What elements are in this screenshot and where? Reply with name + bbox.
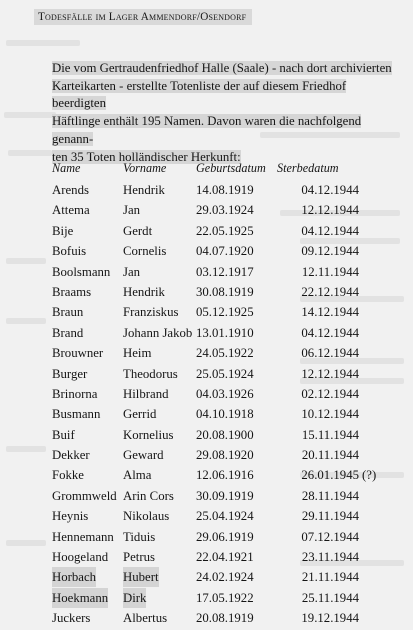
cell-first-name: Albertus [123,611,168,626]
table-row [52,588,392,608]
cell-death-date: 14.12.1944 [301,305,359,320]
cell-first-name: Hendrik [123,183,165,197]
cell-first-name: Dirk [123,588,146,608]
table-row [52,465,392,485]
cell-first-name: Arin Cors [123,488,174,503]
cell-first-name: Franziskus [123,305,179,320]
page-title: Todesfälle im Lager Ammendorf/Osendorf [34,9,252,25]
cell-first-name: Petrus [123,550,155,565]
cell-first-name: Geward [123,448,164,463]
intro-line-1: Die vom Gertraudenfriedhof Halle (Saale) - nach dort archivierten [52,61,392,75]
cell-name: Brand [52,325,84,340]
cell-birth-date: 22.05.1925 [196,223,254,238]
cell-death-date: 26.01.1945 [301,468,359,483]
cell-birth-date: 14.08.1919 [196,183,254,197]
table-row [52,486,392,506]
cell-death-date: 29.11.1944 [301,509,359,524]
cell-first-name: Alma [123,468,152,483]
table-row [52,506,392,526]
cell-birth-date: 30.09.1919 [196,488,254,503]
cell-death-date: 06.12.1944 [301,346,359,361]
cell-birth-date: 17.05.1922 [196,590,254,605]
column-header-first-name: Vorname [123,161,167,175]
cell-first-name: Hendrik [123,284,165,299]
cell-name: Horbach [52,567,96,587]
cell-birth-date: 12.06.1916 [196,468,254,483]
table-header [52,161,392,177]
intro-line-3: Häftlinge enthält 195 Namen. Davon waren die nachfolgend genann- [52,114,362,146]
cell-death-date: 10.12.1944 [301,407,359,422]
cell-birth-date: 04.07.1920 [196,244,254,259]
cell-birth-date: 24.02.1924 [196,570,254,585]
cell-name: Hoekmann [52,588,108,608]
cell-death-date: 07.12.1944 [301,529,359,544]
table-row [52,547,392,567]
cell-first-name: Jan [123,203,141,218]
cell-death-date: 04.12.1944 [301,183,359,197]
death-records-table [52,180,392,629]
cell-death-date: 20.11.1944 [301,448,359,463]
cell-name: Heynis [52,509,89,524]
table-row [52,425,392,445]
cell-death-date: 12.11.1944 [301,264,359,279]
table-row [52,404,392,424]
cell-name: Bofuis [52,244,87,259]
cell-death-date: 04.12.1944 [301,223,359,238]
cell-name: Juckers [52,611,91,626]
cell-name: Dekker [52,448,90,463]
table-row [52,302,392,322]
cell-first-name: Theodorus [123,366,178,381]
cell-name: Burger [52,366,88,381]
cell-birth-date: 22.04.1921 [196,550,254,565]
table-row [52,262,392,282]
table-row [52,445,392,465]
cell-death-date: 12.12.1944 [301,203,359,218]
cell-first-name: Hilbrand [123,386,169,401]
table-row [52,384,392,404]
cell-name: Braun [52,305,84,320]
cell-name: Hennemann [52,529,114,544]
cell-death-date: 02.12.1944 [301,386,359,401]
cell-name: Brinorna [52,386,98,401]
cell-birth-date: 25.05.1924 [196,366,254,381]
cell-birth-date: 29.08.1920 [196,448,254,463]
cell-death-date: 04.12.1944 [301,325,359,340]
cell-birth-date: 30.08.1919 [196,284,254,299]
cell-birth-date: 24.05.1922 [196,346,254,361]
cell-death-date: 15.11.1944 [301,427,359,442]
cell-death-date: 22.12.1944 [301,284,359,299]
cell-name: Bije [52,223,74,238]
cell-first-name: Nikolaus [123,509,170,524]
cell-death-date: 25.11.1944 [301,590,359,605]
table-row [52,608,392,628]
cell-name: Braams [52,284,92,299]
cell-name: Attema [52,203,90,218]
column-header-name: Name [52,161,81,175]
table-row [52,343,392,363]
cell-first-name: Kornelius [123,427,174,442]
cell-name: Buif [52,427,75,442]
table-row [52,200,392,220]
table-row [52,567,392,587]
cell-birth-date: 25.04.1924 [196,509,254,524]
cell-first-name: Gerrid [123,407,157,422]
cell-birth-date: 20.08.1900 [196,427,254,442]
cell-note: (?) [362,468,377,483]
intro-line-4: ten 35 Toten holländischer Herkunft: [52,149,241,164]
cell-birth-date: 04.10.1918 [196,407,254,422]
cell-death-date: 09.12.1944 [301,244,359,259]
cell-name: Grommweld [52,488,117,503]
cell-name: Brouwner [52,346,104,361]
cell-death-date: 23.11.1944 [301,550,359,565]
table-row [52,323,392,343]
cell-first-name: Hubert [123,567,159,587]
cell-birth-date: 13.01.1910 [196,325,254,340]
cell-name: Busmann [52,407,101,422]
cell-first-name: Jan [123,264,141,279]
intro-paragraph [52,60,392,166]
cell-birth-date: 29.06.1919 [196,529,254,544]
cell-birth-date: 05.12.1925 [196,305,254,320]
cell-death-date: 28.11.1944 [301,488,359,503]
cell-death-date: 19.12.1944 [301,611,359,626]
cell-first-name: Johann Jakob [123,325,193,340]
cell-birth-date: 29.03.1924 [196,203,254,218]
table-row [52,180,392,200]
cell-first-name: Gerdt [123,223,153,238]
table-row [52,282,392,302]
table-row [52,241,392,261]
cell-name: Arends [52,183,89,197]
table-row [52,527,392,547]
column-header-death-date: Sterbedatum [277,161,339,175]
cell-first-name: Heim [123,346,152,361]
cell-name: Hoogeland [52,550,109,565]
intro-line-2: Karteikarten - erstellte Totenliste der auf diesem Friedhof beerdigten [52,78,347,111]
cell-death-date: 21.11.1944 [301,570,359,585]
cell-name: Fokke [52,468,84,483]
cell-death-date: 12.12.1944 [301,366,359,381]
cell-name: Boolsmann [52,264,111,279]
cell-first-name: Cornelis [123,244,167,259]
cell-birth-date: 20.08.1919 [196,611,254,626]
column-header-birth-date: Geburtsdatum [196,161,266,175]
table-row [52,221,392,241]
cell-birth-date: 04.03.1926 [196,386,254,401]
cell-first-name: Tiduis [123,529,156,544]
cell-birth-date: 03.12.1917 [196,264,254,279]
table-row [52,364,392,384]
